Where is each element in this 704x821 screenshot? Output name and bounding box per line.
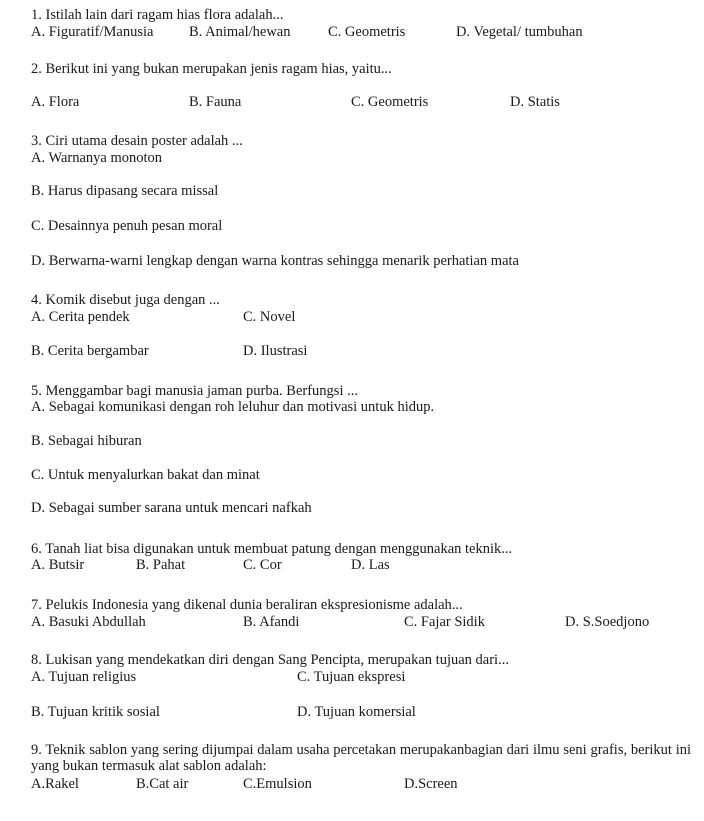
q3-option-b: B. Harus dipasang secara missal bbox=[31, 183, 219, 199]
question-3-stem: 3. Ciri utama desain poster adalah ... bbox=[31, 133, 243, 149]
q8-option-d: D. Tujuan komersial bbox=[297, 704, 416, 720]
q5-option-d: D. Sebagai sumber sarana untuk mencari nafkah bbox=[31, 500, 312, 516]
q7-option-d: D. S.Soedjono bbox=[565, 614, 650, 630]
q1-option-b: B. Animal/hewan bbox=[189, 24, 291, 40]
q9-option-d: D.Screen bbox=[404, 776, 458, 792]
question-5-stem: 5. Menggambar bagi manusia jaman purba. Berfungsi ... bbox=[31, 383, 358, 399]
question-6-stem: 6. Tanah liat bisa digunakan untuk membuat patung dengan menggunakan teknik... bbox=[31, 541, 513, 557]
q1-option-c: C. Geometris bbox=[328, 24, 406, 40]
q6-option-b: B. Pahat bbox=[136, 557, 186, 573]
q5-option-b: B. Sebagai hiburan bbox=[31, 433, 142, 449]
q7-option-a: A. Basuki Abdullah bbox=[31, 614, 146, 630]
question-7-stem: 7. Pelukis Indonesia yang dikenal dunia beraliran ekspresionisme adalah... bbox=[31, 597, 463, 613]
q1-option-a: A. Figuratif/Manusia bbox=[31, 24, 154, 40]
question-8-stem: 8. Lukisan yang mendekatkan diri dengan Sang Pencipta, merupakan tujuan dari... bbox=[31, 652, 509, 668]
question-2-stem: 2. Berikut ini yang bukan merupakan jenis ragam hias, yaitu... bbox=[31, 61, 392, 77]
q9-option-c: C.Emulsion bbox=[243, 776, 312, 792]
q2-option-b: B. Fauna bbox=[189, 94, 242, 110]
q9-option-a: A.Rakel bbox=[31, 776, 79, 792]
q3-option-d: D. Berwarna-warni lengkap dengan warna kontras sehingga menarik perhatian mata bbox=[31, 253, 519, 269]
question-1-stem: 1. Istilah lain dari ragam hias flora adalah... bbox=[31, 7, 284, 23]
q1-option-d: D. Vegetal/ tumbuhan bbox=[456, 24, 583, 40]
q3-option-c: C. Desainnya penuh pesan moral bbox=[31, 218, 223, 234]
q4-option-a: A. Cerita pendek bbox=[31, 309, 130, 325]
question-4-stem: 4. Komik disebut juga dengan ... bbox=[31, 292, 220, 308]
q8-option-a: A. Tujuan religius bbox=[31, 669, 137, 685]
q3-option-a: A. Warnanya monoton bbox=[31, 150, 163, 166]
q2-option-d: D. Statis bbox=[510, 94, 560, 110]
q5-option-a: A. Sebagai komunikasi dengan roh leluhur dan motivasi untuk hidup. bbox=[31, 399, 435, 415]
q4-option-d: D. Ilustrasi bbox=[243, 343, 308, 359]
q4-option-b: B. Cerita bergambar bbox=[31, 343, 149, 359]
q8-option-b: B. Tujuan kritik sosial bbox=[31, 704, 160, 720]
q4-option-c: C. Novel bbox=[243, 309, 296, 325]
question-9-stem: 9. Teknik sablon yang sering dijumpai dalam usaha percetakan merupakanbagian dari ilmu seni grafis, berikut ini yang bukan termasuk alat sablon adalah: bbox=[31, 742, 691, 774]
q7-option-c: C. Fajar Sidik bbox=[404, 614, 485, 630]
q5-option-c: C. Untuk menyalurkan bakat dan minat bbox=[31, 467, 260, 483]
q2-option-c: C. Geometris bbox=[351, 94, 429, 110]
q6-option-d: D. Las bbox=[351, 557, 390, 573]
q8-option-c: C. Tujuan ekspresi bbox=[297, 669, 406, 685]
q9-option-b: B.Cat air bbox=[136, 776, 189, 792]
q6-option-c: C. Cor bbox=[243, 557, 282, 573]
q2-option-a: A. Flora bbox=[31, 94, 80, 110]
q6-option-a: A. Butsir bbox=[31, 557, 85, 573]
q7-option-b: B. Afandi bbox=[243, 614, 300, 630]
